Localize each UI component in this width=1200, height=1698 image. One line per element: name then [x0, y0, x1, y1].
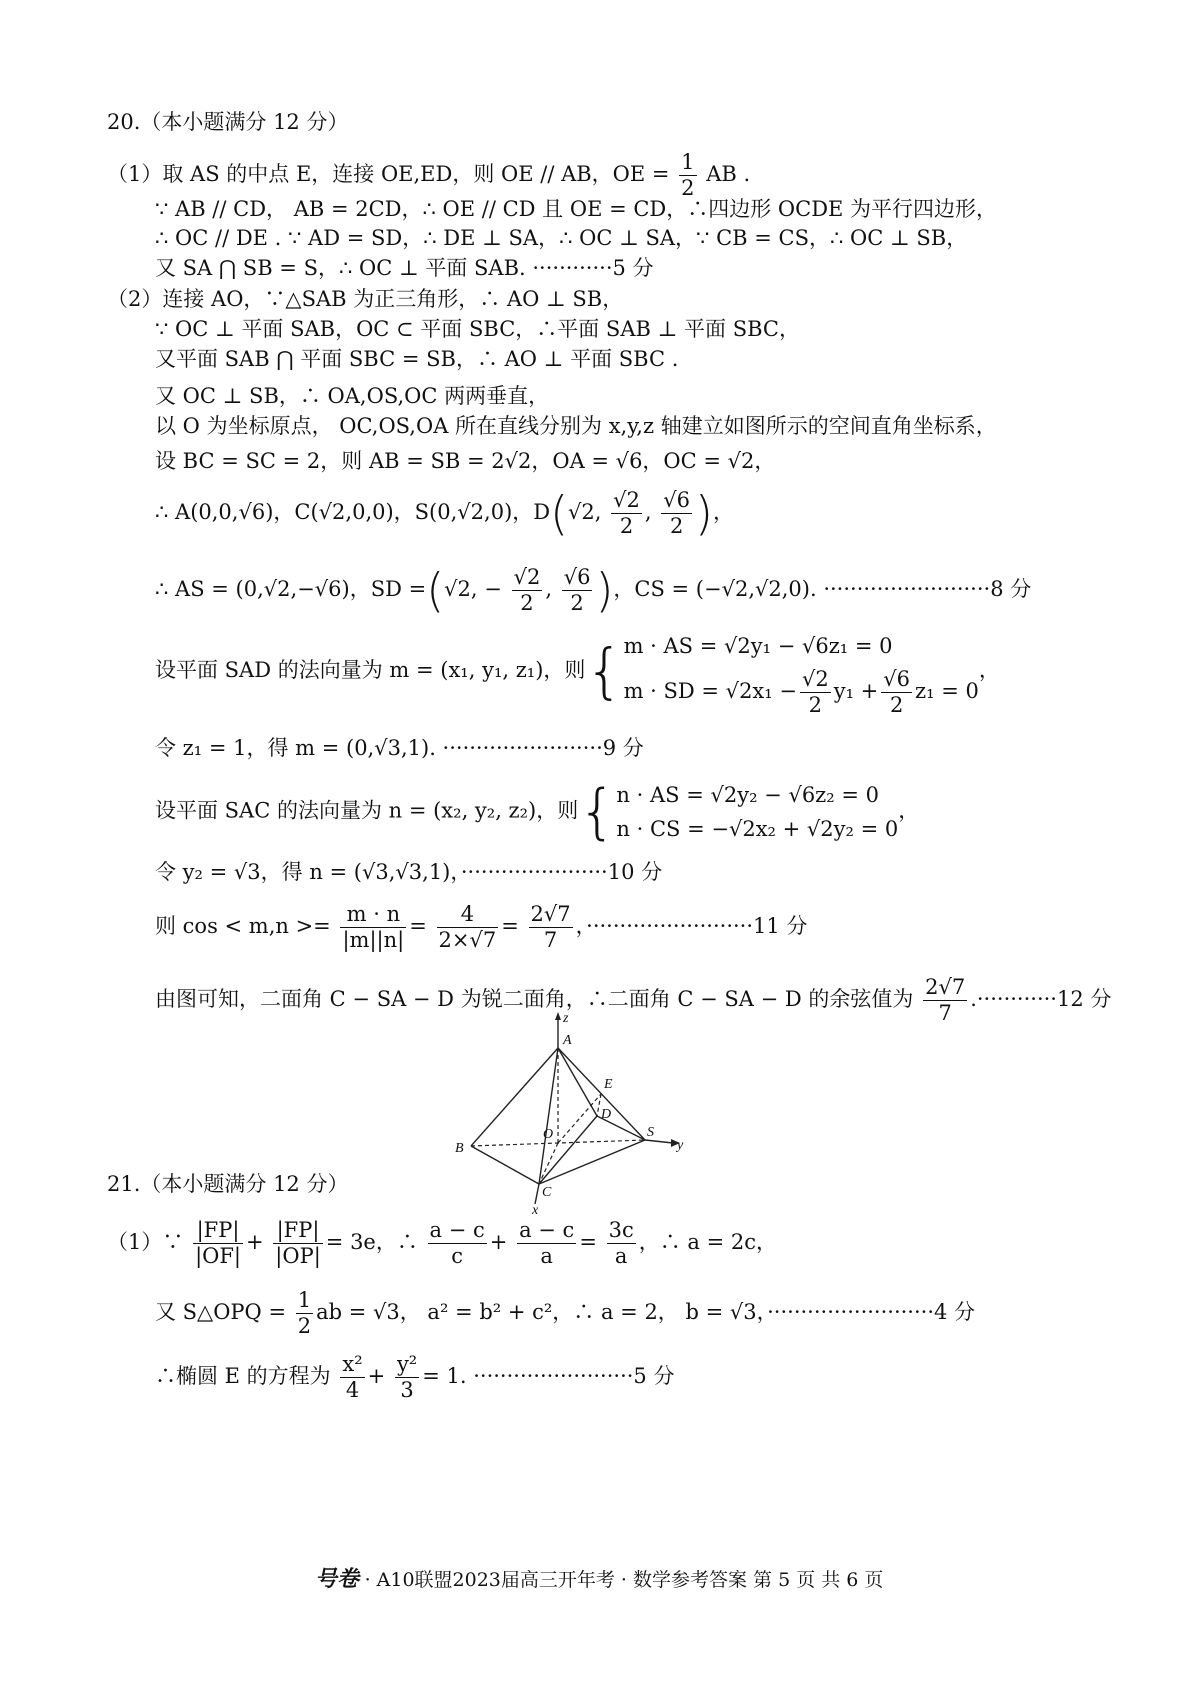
- z-axis-arrow: [555, 1012, 561, 1020]
- label-y: y: [677, 1138, 684, 1153]
- label-z: z: [563, 1012, 569, 1026]
- page-footer: [0, 1562, 1200, 1593]
- fraction-one-half: $\frac{1}{2}$: [681, 150, 695, 201]
- edge-CS: [539, 1140, 645, 1184]
- edge-AS: [558, 1048, 645, 1140]
- q20-part2-line2: ∵ OC ⊥ 平面 SAB，OC ⊂ 平面 SBC，∴平面 SAB ⊥ 平面 SBC，: [155, 317, 800, 341]
- label-S: S: [647, 1125, 654, 1140]
- y-axis: [645, 1140, 673, 1143]
- q20-part1-line2: ∵ AB // CD， AB = 2CD，∴ OE // CD 且 OE = CD，∴四边形 OCDE 为平行四边形，: [155, 197, 998, 221]
- q20-normal-n-result: 令 y₂ = √3，得 n = (√3,√3,1)，······················10 分: [155, 860, 663, 884]
- edge-BC: [471, 1146, 539, 1184]
- q20-normal-m-system: 设平面 SAD 的法向量为 m = (x₁, y₁, z₁)，则{ m · AS = √2y₁ − √6z₁ = 0 m · SD = √2x₁ − $\frac{√2}{2}$ y₁ + $\frac{√6}{2}$ z₁ = 0 ，: [155, 634, 1000, 718]
- q21-part1-line1: （1）∵ $\frac{|FP|}{|OF|}$ + $\frac{|FP|}{|OP|}$ = 3e，∴ $\frac{a - c}{c}$ + $\frac{a - c}{a}$ = $\frac{3c}{a}$ ，∴ a = 2c，: [107, 1218, 777, 1269]
- q21-part1-line3: ∴椭圆 E 的方程为 $\frac{\text{x²}}{4}$ + $\frac{\text{y²}}{3}$ = 1. ························5 分: [155, 1352, 675, 1403]
- q20-normal-n-system: 设平面 SAC 的法向量为 n = (x₂, y₂, z₂)，则{ n · AS = √2y₂ − √6z₂ = 0 n · CS = −√2x₂ + √2y₂ = 0 ，: [155, 777, 920, 847]
- label-D: D: [601, 1107, 612, 1122]
- q20-coordinates: ∴ A(0,0,√6)，C(√2,0,0)，S(0,√2,0)，D(√2, $\frac{√2}{2}$ , $\frac{√6}{2}$ )，: [155, 486, 734, 541]
- label-C: C: [542, 1185, 552, 1200]
- x-axis: [535, 1184, 539, 1204]
- q20-part1-line1: （1）取 AS 的中点 E，连接 OE,ED，则 OE // AB，OE = $\frac{1}{2}$ AB .: [107, 150, 751, 201]
- q20-part1-line3: ∴ OC // DE . ∵ AD = SD，∴ DE ⊥ SA，∴ OC ⊥ SA，∵ CB = CS，∴ OC ⊥ SB，: [155, 226, 968, 250]
- q20-part1-line4: 又 SA ⋂ SB = S，∴ OC ⊥ 平面 SAB. ············5 分: [155, 256, 654, 280]
- q20-header: 20.（本小题满分 12 分）: [107, 110, 349, 134]
- q20-part2-line6: 设 BC = SC = 2，则 AB = SB = 2√2，OA = √6，OC = √2，: [155, 449, 776, 473]
- q20-vectors: ∴ AS = (0,√2,−√6)，SD =(√2, − $\frac{√2}{2}$ , $\frac{√6}{2}$ )，CS = (−√2,√2,0). ·························8 分: [155, 563, 1032, 618]
- q20-normal-m-result: 令 z₁ = 1，得 m = (0,√3,1). ························9 分: [155, 736, 644, 760]
- q21-header: 21.（本小题满分 12 分）: [107, 1172, 349, 1196]
- q21-part1-line2: 又 S△OPQ = $\frac{1}{2}$ ab = √3， a² = b² + c²，∴ a = 2， b = √3，·························4 分: [155, 1288, 976, 1339]
- label-O: O: [543, 1127, 554, 1142]
- q20-conclusion: 由图可知，二面角 C − SA − D 为锐二面角，∴二面角 C − SA − D 的余弦值为 $\frac{2√7}{7}$ .············12 分: [155, 975, 1112, 1026]
- logo-mark: 号卷: [313, 1566, 364, 1592]
- q20-part2-line1: （2）连接 AO，∵△SAB 为正三角形，∴ AO ⊥ SB，: [107, 287, 624, 311]
- label-E: E: [604, 1077, 613, 1092]
- label-B: B: [455, 1141, 464, 1156]
- label-A: A: [563, 1033, 572, 1048]
- q20-part2-line3: 又平面 SAB ⋂ 平面 SBC = SB，∴ AO ⊥ 平面 SBC .: [155, 347, 679, 371]
- q20-part2-line5: 以 O 为坐标原点， OC,OS,OA 所在直线分别为 x,y,z 轴建立如图所示的空间直角坐标系，: [155, 414, 997, 438]
- pyramid-figure: [455, 1012, 705, 1217]
- label-x: x: [532, 1203, 539, 1217]
- q20-part2-line4: 又 OC ⊥ SB，∴ OA,OS,OC 两两垂直，: [155, 384, 550, 408]
- q20-cosine: 则 cos < m,n >= $\frac{m \cdot n}{|m||n|}$ = $\frac{4}{2\times√7}$ = $\frac{2√7}{7}$ ，·························11 分: [155, 902, 808, 953]
- footer-text: · A10联盟2023届高三开年考 · 数学参考答案 第 5 页 共 6 页: [364, 1569, 884, 1591]
